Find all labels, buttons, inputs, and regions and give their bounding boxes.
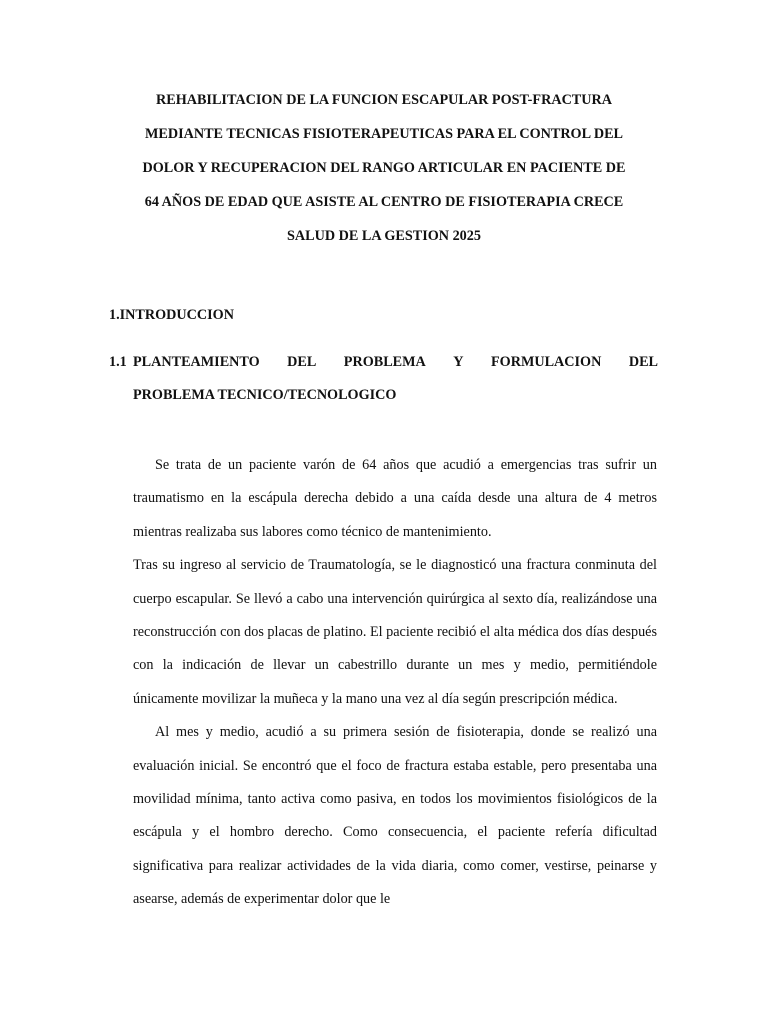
title-line: REHABILITACION DE LA FUNCION ESCAPULAR POST-FRACTURA — [155, 92, 613, 108]
section-heading: 1.INTRODUCCION — [109, 307, 234, 323]
subsection-title-line2: PROBLEMA TECNICO/TECNOLOGICO — [133, 387, 397, 403]
subsection-word: DEL — [628, 354, 658, 370]
title-line: MEDIANTE TECNICAS FISIOTERAPEUTICAS PARA EL CONTROL DEL — [144, 126, 623, 142]
subsection-number: 1.1 — [109, 354, 127, 370]
paragraph: Al mes y medio, acudió a su primera sesión de fisioterapia, donde se realizó una evaluación inicial. Se encontró que el foco de fractura estaba estable, pero presentaba una movilidad mínima, tanto activa como pasiva, en todos los movimientos fisiológicos de la escápula y el hombro derecho. Como consecuencia, el paciente refería dificultad significativa para realizar actividades de la vida diaria, como comer, vestirse, peinarse y asearse, además de experimentar dolor que le — [133, 724, 657, 908]
paragraph: Tras su ingreso al servicio de Traumatología, se le diagnosticó una fractura conminuta del cuerpo escapular. Se llevó a cabo una intervención quirúrgica al sexto día, realizándose una reconstrucción con dos placas de platino. El paciente recibió el alta médica dos días después con la indicación de llevar un cabestrillo durante un mes y medio, permitiéndole únicamente movilizar la muñeca y la mano una vez al día según prescripción médica. — [133, 557, 657, 707]
title-line: SALUD DE LA GESTION 2025 — [287, 228, 481, 244]
title-line: DOLOR Y RECUPERACION DEL RANGO ARTICULAR EN PACIENTE DE — [142, 160, 626, 176]
subsection-word: FORMULACION — [491, 354, 602, 370]
subsection-word: PLANTEAMIENTO — [133, 354, 260, 370]
subsection-heading — [109, 346, 658, 412]
body-text — [133, 449, 657, 917]
document-title — [100, 83, 668, 253]
subsection-word: PROBLEMA — [343, 354, 426, 370]
subsection-word: Y — [453, 354, 464, 370]
paragraph: Se trata de un paciente varón de 64 años que acudió a emergencias tras sufrir un traumatismo en la escápula derecha debido a una caída desde una altura de 4 metros mientras realizaba sus labores como técnico de mantenimiento. — [133, 457, 657, 540]
subsection-word: DEL — [287, 354, 317, 370]
title-line: 64 AÑOS DE EDAD QUE ASISTE AL CENTRO DE FISIOTERAPIA CRECE — [144, 194, 624, 210]
